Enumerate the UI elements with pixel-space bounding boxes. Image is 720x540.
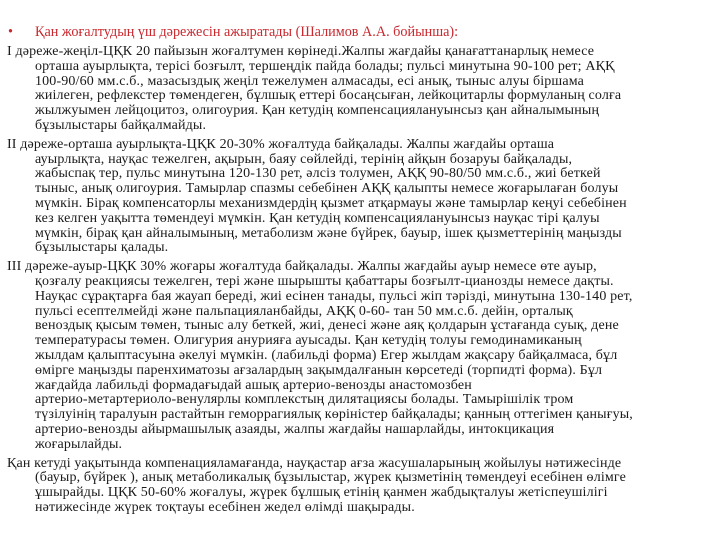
text-line: артерио-метартериоло-венулярлы комплекстың дилятациясы болады. Тамырішілік тром: [35, 392, 574, 408]
text-line: (бауыр, бүйрек ), анық метаболикалық бұзылыстар, жүрек қызметінің төмендеуі есебінен өлімге: [35, 470, 626, 486]
paragraph-degree-1: [0, 45, 720, 134]
slide-title: [0, 24, 720, 41]
text-line: Қан кетуді уақытында компенацияламағанда, науқастар ағза жасушаларының жойылуы нәтижесінде: [7, 455, 622, 471]
text-line: тыныс, анық олигоурия. Тамырлар спазмы себебінен АҚҚ қалыпты немесе жоғарылаған болуы: [35, 181, 619, 197]
title-text: Қан жоғалтудың үш дәрежесін ажыратады (Шалимов А.А. бойынша):: [35, 24, 459, 40]
text-line: ауырлықта, науқас тежелген, ақырын, баяу сөйлейді, терінің айқын бозаруы байқалады,: [35, 151, 573, 167]
paragraph-outcome: [0, 457, 720, 516]
paragraph-degree-2: [0, 138, 720, 256]
text-line: жоғарылайды.: [35, 436, 123, 452]
body-text: [0, 45, 720, 516]
text-line: II дәреже-орташа ауырлықта-ЦҚК 20-30% жоғалтуда байқалады. Жалпы жағдайы орташа: [7, 136, 555, 152]
text-line: жылдам қалыптасуына әкелуі мүмкін. (лабильді форма) Егер жылдам жақсару байқалмаса, бұл: [35, 347, 618, 363]
bullet-icon: •: [8, 24, 13, 40]
text-line: жиілеген, рефлекстер төмендеген, бұлшық еттері босаңсыған, лейкоцитарлы формуланың солға: [35, 88, 622, 104]
slide-content: [0, 24, 720, 516]
text-line: 100-90/60 мм.с.б., мазасыздық жеңіл тежелумен алмасады, есі анық, тыныс алуы біршама: [35, 73, 584, 89]
text-line: жағдайда лабильді формадағыдай ашық артерио-венозды анастомозбен: [35, 377, 472, 393]
text-line: түзілуінің таралуын растайтын геморрагиялық көріністер байқалады; қанның оттегімен қанығуы,: [35, 407, 633, 423]
text-line: жабыспақ тер, пульс минутына 120-130 рет, әлсіз толумен, АҚҚ 90-80/50 мм.с.б., жиі беткей: [35, 166, 601, 182]
paragraph-degree-3: [0, 260, 720, 452]
text-line: кез келген уақытта төмендеуі мүмкін. Қан кетудің компенсациялануынсыз науқас тірі қалуы: [35, 210, 600, 226]
text-line: температурасы төмен. Олигурия анурияға ауысады. Қан кетудің толуы гемодинамиканың: [35, 333, 582, 349]
text-line: өмірге маңызды паренхиматозы ағзалардың зақымдалғанын көрсетеді (торпидті форма). Бұл: [35, 362, 603, 378]
text-line: ұшырайды. ЦҚК 50-60% жоғалуы, жүрек бұлшық етінің қанмен жабдықталуы жетіспеушілігі: [35, 485, 608, 501]
text-line: мүмкін. Бірақ компенсаторлы механизмдердің қызмет атқармауы және тамырлар кеңуі себебінен: [35, 195, 627, 211]
text-line: бұзылыстары байқалмайды.: [35, 117, 207, 133]
text-line: нәтижесінде жүрек тоқтауы есебінен жедел өлімді шақырады.: [35, 499, 415, 515]
text-line: Науқас сұрақтарға бая жауап береді, жиі есінен танады, пульсі жіп тәрізді, минутына 130-140 рет,: [35, 288, 633, 304]
text-line: орташа ауырлықта, терісі бозғылт, тершеңдік пайда болады; пульсі минутына 90-100 рет; АҚҚ: [35, 58, 615, 74]
text-line: жылжуымен лейцоцитоз, олигоурия. Қан кетудің компенсациялануынсыз қан айналымының: [35, 103, 600, 119]
text-line: пульсі есептелмейді және пальпацияланбайды, АҚҚ 0-60- тан 50 мм.с.б. дейін, орталық: [35, 303, 573, 319]
text-line: бұзылыстары қалады.: [35, 240, 169, 256]
text-line: артерио-венозды айырмашылық азаяды, жалпы жағдайы нашарлайды, интокцикация: [35, 421, 555, 437]
text-line: веноздық қысым төмен, тыныс алу беткей, жиі, денесі және аяқ қолдарын ұстағанда суық, дене: [35, 318, 619, 334]
text-line: қозғалу реакциясы тежелген, тері және шырышты қабаттары бозғылт-цианозды немесе дақты.: [35, 273, 614, 289]
text-line: III дәреже-ауыр-ЦҚК 30% жоғары жоғалтуда байқалады. Жалпы жағдайы ауыр немесе өте ауыр,: [7, 259, 597, 275]
text-line: мүмкін, бірақ қан айналымының, метаболизм және бүйрек, бауыр, ішек қызметтерінің маңызды: [35, 225, 622, 241]
text-line: I дәреже-жеңіл-ЦҚК 20 пайызын жоғалтумен көрінеді.Жалпы жағдайы қанағаттанарлық немесе: [7, 44, 595, 59]
